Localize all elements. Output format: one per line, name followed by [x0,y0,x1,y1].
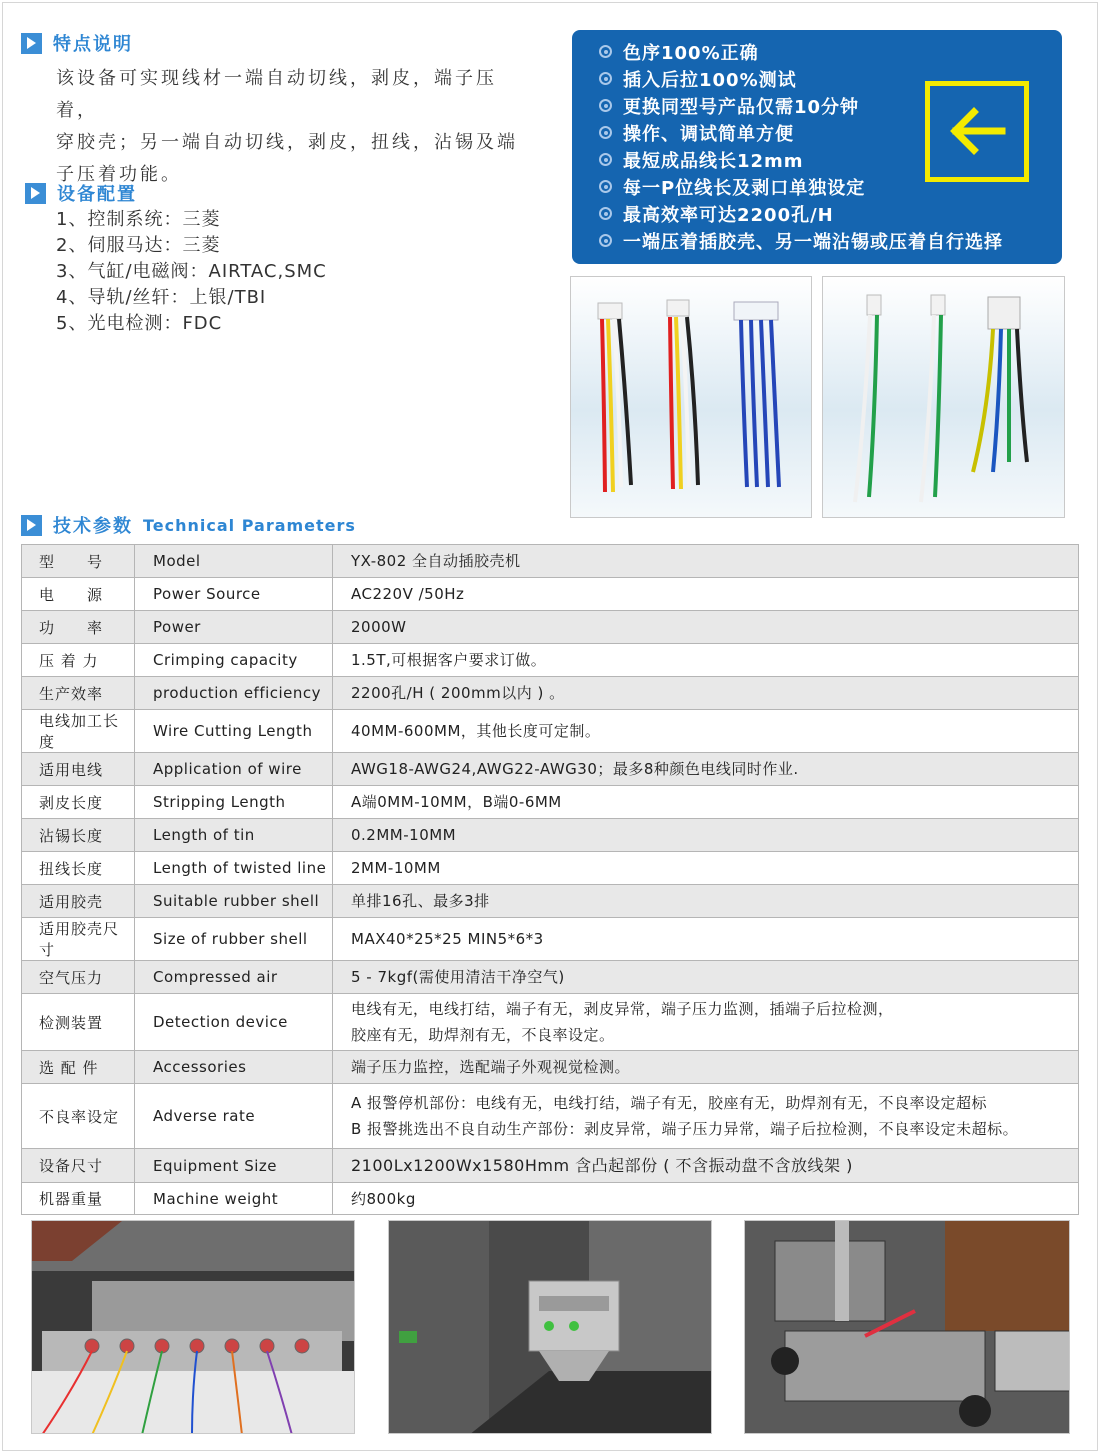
param-name-cn: 不良率设定 [22,1084,135,1149]
table-row [22,677,1079,710]
param-value-line: 约800kg [351,1189,416,1208]
param-value [333,786,1079,819]
table-row [22,852,1079,885]
description-line: 该设备可实现线材一端自动切线，剥皮，端子压着， [56,68,497,121]
param-name-en: Power Source [135,578,333,611]
config-item: 3、气缸/电磁阀：AIRTAC,SMC [56,261,327,282]
param-name-cn: 型 号 [22,545,135,578]
features-title: 特点说明 [53,34,133,55]
machine-photo-wire-feeder [31,1220,355,1434]
table-row [22,1084,1079,1149]
param-value-line: 端子压力监控，选配端子外观视觉检测。 [351,1058,631,1076]
table-row [22,710,1079,753]
highlight-text: 操作、调试简单方便 [623,123,794,145]
highlight-text: 更换同型号产品仅需10分钟 [623,96,860,118]
param-name-en: Wire Cutting Length [135,710,333,753]
param-name-en: Adverse rate [135,1084,333,1149]
param-name-cn: 选 配 件 [22,1051,135,1084]
param-name-en: production efficiency [135,677,333,710]
circle-bullet-icon [599,234,612,247]
param-value [333,644,1079,677]
param-value [333,994,1079,1051]
param-value-line: 2100Lx1200Wx1580Hmm 含凸起部份 ( 不含振动盘不含放线架 ) [351,1155,853,1175]
param-name-en: Length of twisted line [135,852,333,885]
table-row [22,644,1079,677]
param-name-cn: 生产效率 [22,677,135,710]
param-name-en: Stripping Length [135,786,333,819]
param-value [333,545,1079,578]
param-value [333,819,1079,852]
param-name-en: Accessories [135,1051,333,1084]
param-name-en: Model [135,545,333,578]
config-item: 5、光电检测：FDC [56,313,223,334]
param-value [333,753,1079,786]
machine-photo-inserter [388,1220,712,1434]
param-name-cn: 适用胶壳尺寸 [22,918,135,961]
param-value-line: AWG18-AWG24,AWG22-AWG30；最多8种颜色电线同时作业. [351,760,799,778]
table-row [22,885,1079,918]
param-name-cn: 电 源 [22,578,135,611]
highlights-panel [572,30,1062,264]
param-value [333,710,1079,753]
param-name-en: Detection device [135,994,333,1051]
param-value [333,918,1079,961]
config-heading [25,180,137,206]
param-value-line: 电线有无，电线打结，端子有无，剥皮异常，端子压力监测，插端子后拉检测， [351,1000,894,1018]
param-name-cn: 压 着 力 [22,644,135,677]
param-name-cn: 适用胶壳 [22,885,135,918]
param-value-line: 2000W [351,618,407,636]
param-value-line: A 报警停机部份：电线有无，电线打结，端子有无，胶座有无，助焊剂有无，不良率设定超标 [351,1094,988,1112]
table-row [22,1149,1079,1183]
param-name-en: Machine weight [135,1183,333,1215]
table-row [22,1183,1079,1215]
circle-bullet-icon [599,99,612,112]
param-value-line: MAX40*25*25 MIN5*6*3 [351,930,544,948]
config-item: 1、控制系统：三菱 [56,209,221,230]
param-value-line: 2MM-10MM [351,859,441,877]
param-value [333,611,1079,644]
param-name-cn: 功 率 [22,611,135,644]
machine-photo-crimper [744,1220,1070,1434]
param-value-line: YX-802 全自动插胶壳机 [351,552,521,570]
param-name-cn: 扭线长度 [22,852,135,885]
circle-bullet-icon [599,180,612,193]
table-row [22,786,1079,819]
arrow-frame [925,81,1029,182]
highlight-text: 每一P位线长及剥口单独设定 [623,177,866,199]
param-name-en: Size of rubber shell [135,918,333,961]
param-value-line: AC220V /50Hz [351,585,465,603]
highlight-item [599,227,1062,254]
highlight-text: 最短成品线长12mm [623,150,804,172]
param-name-en: Compressed air [135,961,333,994]
highlight-item [599,200,1062,227]
param-value-line: 0.2MM-10MM [351,826,457,844]
features-heading [21,30,133,56]
table-row [22,1051,1079,1084]
table-row [22,918,1079,961]
config-list [56,207,327,337]
wire-harness-photo-1 [570,276,812,518]
param-value [333,1051,1079,1084]
param-value-line: A端0MM-10MM，B端0-6MM [351,793,562,811]
highlight-text: 最高效率可达2200孔/H [623,204,834,226]
circle-bullet-icon [599,207,612,220]
circle-bullet-icon [599,45,612,58]
param-name-cn: 设备尺寸 [22,1149,135,1183]
circle-bullet-icon [599,153,612,166]
param-name-en: Power [135,611,333,644]
wire-harness-photo-2 [822,276,1065,518]
table-row [22,545,1079,578]
param-value-line: 5 - 7kgf(需使用清洁干净空气) [351,968,565,986]
param-name-cn: 空气压力 [22,961,135,994]
param-name-cn: 适用电线 [22,753,135,786]
table-row [22,994,1079,1051]
config-item: 4、导轨/丝轩：上银/TBI [56,287,267,308]
config-item: 2、伺服马达：三菱 [56,235,221,256]
params-title-en: Technical Parameters [143,515,356,535]
params-title: 技术参数 [53,516,133,537]
highlight-text: 插入后拉100%测试 [623,69,797,91]
params-table [21,544,1079,1215]
table-row [22,578,1079,611]
param-name-en: Suitable rubber shell [135,885,333,918]
param-name-cn: 沾锡长度 [22,819,135,852]
config-title: 设备配置 [57,184,137,205]
param-value [333,1149,1079,1183]
param-value [333,885,1079,918]
left-arrow-icon [930,86,1024,177]
param-value-line: 2200孔/H ( 200mm以内 ) 。 [351,684,565,702]
param-value [333,1183,1079,1215]
param-name-cn: 剥皮长度 [22,786,135,819]
circle-bullet-icon [599,126,612,139]
param-name-en: Length of tin [135,819,333,852]
highlight-item [599,38,1062,65]
params-heading [21,512,356,538]
param-name-en: Equipment Size [135,1149,333,1183]
highlight-text: 色序100%正确 [623,42,759,64]
param-name-cn: 检测装置 [22,994,135,1051]
param-value-line: 胶座有无，助焊剂有无，不良率设定。 [351,1026,615,1044]
param-name-cn: 机器重量 [22,1183,135,1215]
param-value [333,1084,1079,1149]
param-value [333,961,1079,994]
play-arrow-icon [21,33,42,54]
play-arrow-icon [21,515,42,536]
play-arrow-icon [25,183,46,204]
param-name-en: Application of wire [135,753,333,786]
table-row [22,753,1079,786]
circle-bullet-icon [599,72,612,85]
features-description [56,63,536,191]
table-row [22,819,1079,852]
param-name-cn: 电线加工长度 [22,710,135,753]
param-value [333,677,1079,710]
param-value-line: 40MM-600MM，其他长度可定制。 [351,722,601,740]
param-value [333,852,1079,885]
param-value-line: 1.5T,可根据客户要求订做。 [351,651,547,669]
description-line: 穿胶壳；另一端自动切线，剥皮，扭线，沾锡及端 [56,132,518,153]
description-line: 子压着功能。 [56,164,182,185]
table-row [22,611,1079,644]
param-value-line: B 报警挑选出不良自动生产部份：剥皮异常，端子压力异常，端子后拉检测，不良率设定未超标。 [351,1120,1019,1138]
param-name-en: Crimping capacity [135,644,333,677]
param-value [333,578,1079,611]
param-value-line: 单排16孔、最多3排 [351,892,490,910]
table-row [22,961,1079,994]
highlight-text: 一端压着插胶壳、另一端沾锡或压着自行选择 [623,231,1003,253]
